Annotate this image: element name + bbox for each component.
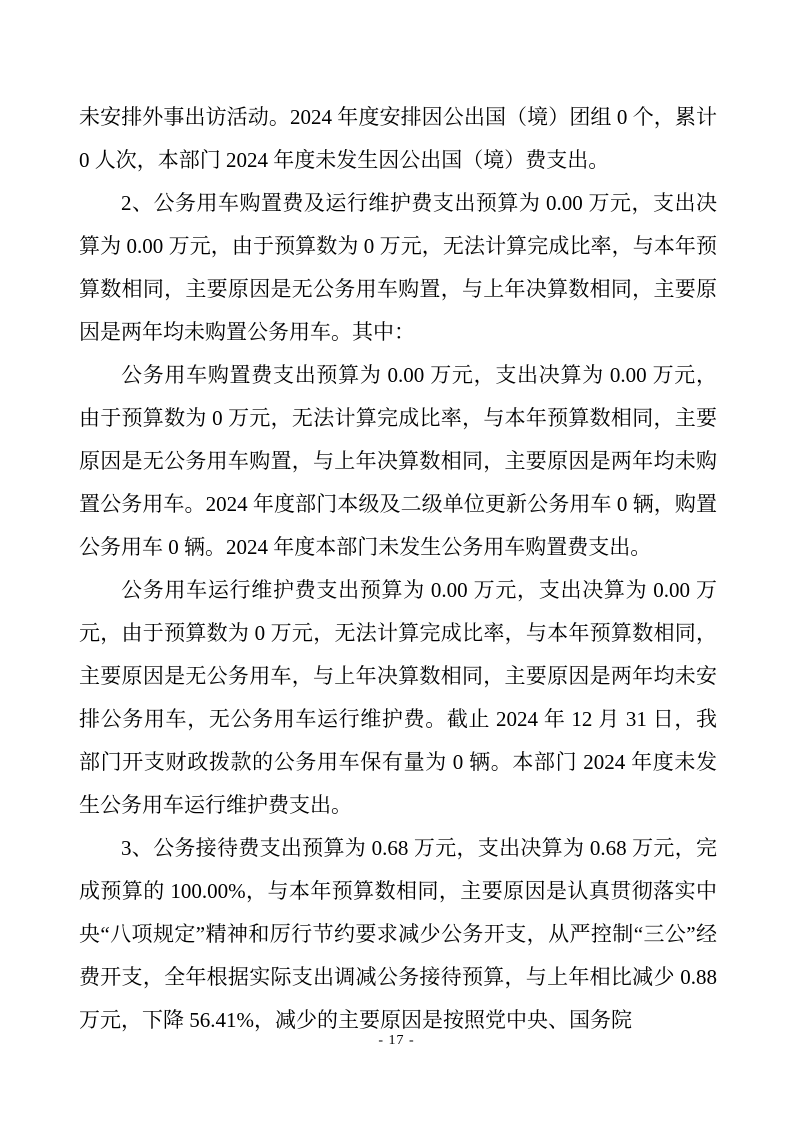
paragraph-vehicle-total: 2、公务用车购置费及运行维护费支出预算为 0.00 万元，支出决算为 0.00 万元，由于预算数为 0 万元，无法计算完成比率，与本年预算数相同，主要原因是无公务用车购置，与上年决算数相同，主要原因是两年均未购置公务用车。其中： [79,191,717,344]
paragraph-overseas-trips: 未安排外事出访活动。2024 年度安排因公出国（境）团组 0 个，累计 0 人次，本部门 2024 年度未发生因公出国（境）费支出。 [79,105,717,172]
paragraph-official-reception: 3、公务接待费支出预算为 0.68 万元，支出决算为 0.68 万元，完成预算的 100.00%，与本年预算数相同，主要原因是认真贯彻落实中央“八项规定”精神和厉行节约要求减少公务开支，从严控制“三公”经费开支，全年根据实际支出调减公务接待预算，与上年相比减少 0.88 万元，下降 56.41%，减少的主要原因是按照党中央、国务院 [79,836,717,1032]
paragraph-vehicle-purchase: 公务用车购置费支出预算为 0.00 万元，支出决算为 0.00 万元，由于预算数为 0 万元，无法计算完成比率，与本年预算数相同，主要原因是无公务用车购置，与上年决算数相同，主要原因是两年均未购置公务用车。2024 年度部门本级及二级单位更新公务用车 0 辆，购置公务用车 0 辆。2024 年度本部门未发生公务用车购置费支出。 [79,363,717,559]
paragraph-vehicle-maintenance: 公务用车运行维护费支出预算为 0.00 万元，支出决算为 0.00 万元，由于预算数为 0 万元，无法计算完成比率，与本年预算数相同，主要原因是无公务用车，与上年决算数相同，主要原因是两年均未安排公务用车，无公务用车运行维护费。截止 2024 年 12 月 31 日，我部门开支财政拨款的公务用车保有量为 0 辆。本部门 2024 年度未发生公务用车运行维护费支出。 [79,578,717,817]
page-number: - 17 - [378,1033,415,1048]
page-footer [0,1031,793,1051]
document-body [79,96,717,1042]
